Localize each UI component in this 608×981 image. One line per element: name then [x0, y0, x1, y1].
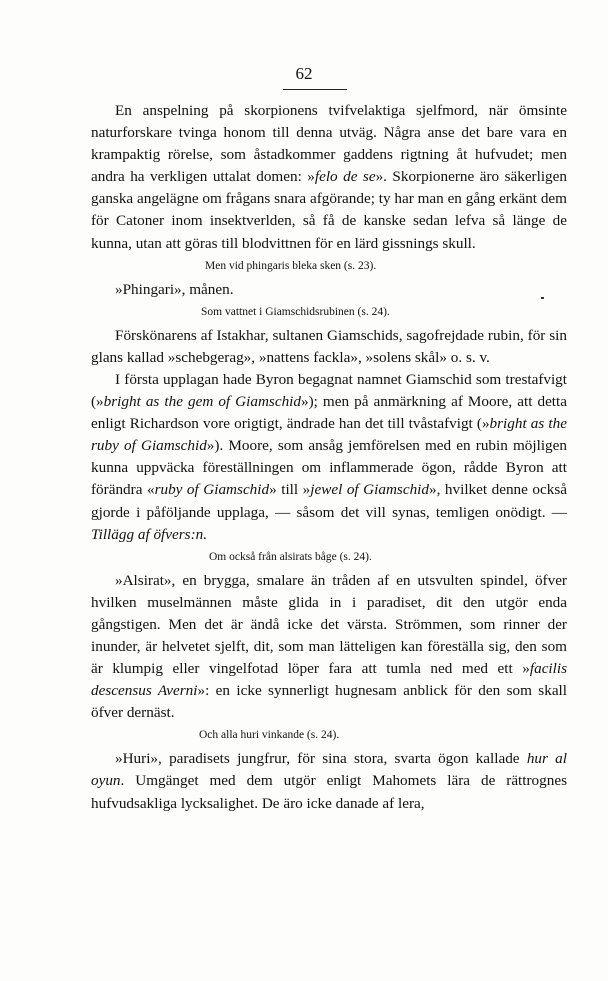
- quoted-verse-line: Men vid phingaris bleka sken (s. 23).: [205, 259, 377, 272]
- quoted-verse-line: Och alla huri vinkande (s. 24).: [199, 729, 340, 742]
- quoted-verse-line: Om också från alsirats båge (s. 24).: [209, 550, 372, 563]
- text-segment: »). Moore, som ansåg jemförelsen med en rubin möjligen kunna uppväcka föreställningen om inflammerade ögon, rådde Byron att förändra «: [91, 437, 567, 499]
- text-segment: »Alsirat», en brygga, smalare än tråden af en utsvulten spindel, öfver hvilken muselmännen måste glida in i paradiset, dit den utgör enda gångstigen. Men det är ändå icke det värsta. Strömmen, som rinner der inunder, är helvetet sjelft, dit, som man lätteligen kan föreställa sig, den som är klumpig eller vingelfotad löper fara att tumla ned med ett »: [91, 571, 567, 678]
- paragraph-huri: [91, 748, 567, 814]
- text-segment: En anspelning på skorpionens tvifvelaktiga sjelfmord, när ömsinte naturforskare tvinga honom till denna utväg. Några anse det bare vara en krampaktig rörelse, som åstadkommer gaddens rigtning åt hufvudet; men andra ha verkligen uttalat domen: »: [91, 102, 567, 186]
- text-segment: »: en icke synnerligt hugnesam anblick för den som skall öfver dernäst.: [91, 682, 567, 722]
- page-body: [91, 100, 567, 815]
- paragraph-istakhar: Förskönarens af Istakhar, sultanen Giamschids, sagofrejdade rubin, för sin glans kallad »schebgerag», »nattens fackla», »solens skål» o. s. v.: [91, 326, 567, 366]
- paragraph-phingari: »Phingari», månen.: [115, 280, 234, 298]
- text-segment: . Umgänget med dem utgör enligt Mahomets lära de rättrognes hufvudsakliga lycksalighet. De äro icke danade af lera,: [91, 772, 567, 812]
- print-speck: [541, 297, 544, 299]
- text-segment: »); men på anmärkning af Moore, att detta enligt Richardson vore origtigt, ändrade han det till tvåstafvigt (»: [91, 393, 567, 433]
- paragraph-byron-edition: [91, 369, 567, 546]
- quoted-verse-line: Som vattnet i Giamschidsrubinen (s. 24).: [201, 305, 390, 318]
- italic-phrase: bright as the ruby of Giamschid: [91, 415, 567, 455]
- paragraph-alsirat: [91, 570, 567, 725]
- italic-phrase: hur al oyun: [91, 750, 567, 790]
- text-segment: »Huri», paradisets jungfrur, för sina stora, svarta ögon kallade: [115, 750, 527, 768]
- text-segment: », hvilket denne också gjorde i påföljande upplaga, — såsom det vill synas, temligen onödigt. —: [91, 481, 567, 521]
- translator-note: Tillägg af öfvers:n.: [91, 525, 208, 543]
- italic-phrase: ruby of Giamschid: [154, 481, 270, 499]
- page-number: 62: [295, 64, 313, 83]
- page-number-rule: [283, 89, 347, 90]
- text-segment: » till »: [269, 481, 311, 499]
- text-segment: I första upplagan hade Byron begagnat namnet Giamschid som trestafvigt (»: [91, 370, 567, 411]
- italic-phrase: bright as the gem of Giamschid: [103, 393, 301, 411]
- italic-phrase: felo de se: [314, 168, 376, 186]
- italic-phrase: jewel of Giamschid: [310, 481, 429, 499]
- italic-phrase: facilis descensus Averni: [91, 660, 567, 700]
- paragraph-scorpion: [91, 100, 567, 255]
- text-segment: ». Skorpionerne äro säkerligen ganska angelägne om frågans snara afgörande; ty har man en gång erkänt dem för Catoner inom insektverlden, så få de kanske sedan lefva så länge de kunna, utan att göras till blodvittnen för en lärd gissnings skull.: [91, 168, 567, 252]
